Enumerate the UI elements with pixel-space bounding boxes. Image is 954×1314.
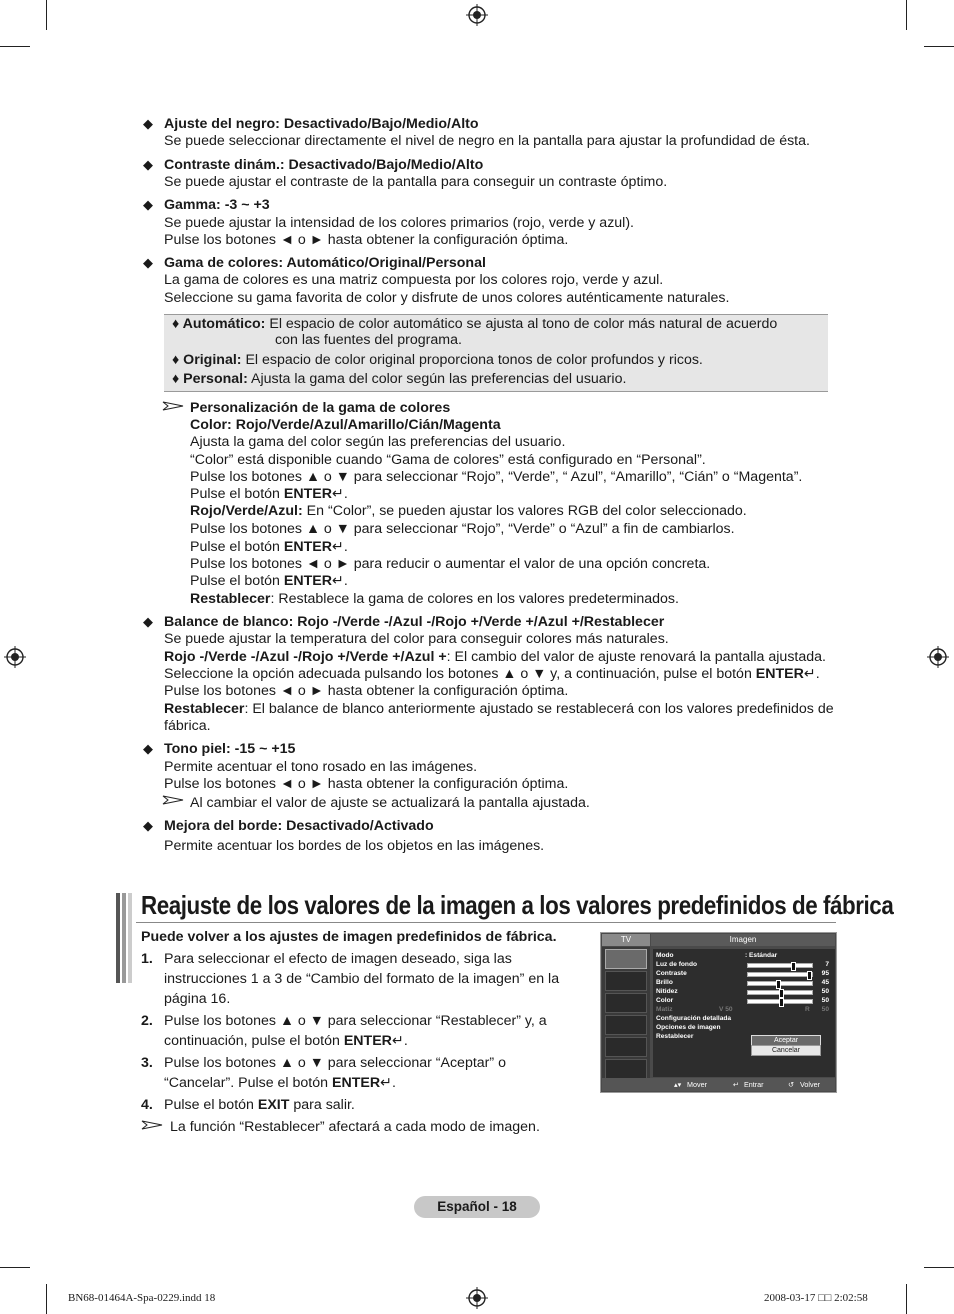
gamut-label: ♦ Automático: — [172, 316, 266, 332]
section-text: La gama de colores es una matriz compuesta por los colores rojo, verde y azul. — [164, 272, 664, 288]
text: : El balance de blanco anteriormente ajustado se restablecerá con los valores predefinidos de — [244, 701, 834, 717]
application-icon — [605, 1059, 647, 1079]
gamut-text: El espacio de color automático se ajusta al tono de color más natural de acuerdo — [265, 316, 778, 332]
footer-file: BN68-01464A-Spa-0229.indd 18 — [68, 1292, 216, 1304]
section-text: Se puede ajustar la temperatura del color para conseguir colores más naturales. — [164, 631, 669, 647]
section-heading: Balance de blanco: Rojo -/Verde -/Azul -/Rojo +/Verde +/Azul +/Restablecer — [164, 614, 665, 630]
enter-icon: ↵ — [331, 539, 344, 555]
diamond-bullet-icon: ◆ — [143, 157, 153, 172]
osd-slider-knob — [791, 962, 796, 971]
note-arrow-icon — [162, 401, 184, 411]
crop-mark — [906, 0, 907, 30]
enter-key: ENTER — [283, 539, 332, 555]
enter-icon: ↵ — [803, 666, 816, 682]
text: continuación, pulse el botón — [164, 1033, 344, 1049]
crop-mark — [46, 1284, 47, 1314]
text: . — [391, 1075, 396, 1091]
text: Restablecer — [164, 701, 245, 717]
registration-mark-icon — [4, 646, 26, 668]
section-heading: Gamma: -3 ~ +3 — [164, 197, 270, 213]
diamond-bullet-icon: ◆ — [143, 614, 153, 629]
footer-date: 2008-03-17 □□ 2:02:58 — [764, 1292, 868, 1304]
osd-sidebar — [602, 947, 650, 1085]
section-text: Permite acentuar los bordes de los objetos en las imágenes. — [164, 838, 545, 854]
osd-help-bar — [602, 1078, 835, 1091]
gamut-text: Ajusta la gama del color según las preferencias del usuario. — [247, 371, 627, 387]
registration-mark-icon — [466, 1287, 488, 1309]
gamut-label: ♦ Personal: — [172, 371, 248, 387]
diamond-bullet-icon: ◆ — [143, 116, 153, 131]
osd-row-value: 50 — [821, 988, 829, 995]
crop-mark — [0, 46, 30, 47]
section-text: Pulse los botones ◄ o ► hasta obtener la configuración óptima. — [164, 683, 569, 699]
text: Pulse el botón — [190, 486, 284, 502]
osd-slider — [747, 999, 813, 1004]
text: para salir. — [289, 1097, 355, 1113]
text: Rojo/Verde/Azul: — [190, 503, 303, 519]
gamut-label: ♦ Original: — [172, 352, 242, 368]
text: En “Color”, se pueden ajustar los valores RGB del color seleccionado. — [302, 503, 747, 519]
section-heading: Contraste dinám.: Desactivado/Bajo/Medio/Alto — [164, 157, 484, 173]
osd-slider-knob — [776, 980, 781, 989]
osd-slider-knob — [807, 971, 812, 980]
note-heading: Color: Rojo/Verde/Azul/Amarillo/Cián/Magenta — [190, 417, 501, 433]
note-text — [190, 486, 348, 503]
note-text: La función “Restablecer” afectará a cada modo de imagen. — [170, 1119, 540, 1135]
text: Pulse el botón — [190, 573, 284, 589]
crop-mark — [46, 0, 47, 30]
osd-row-value: 50 — [821, 997, 829, 1004]
enter-key: ENTER — [283, 573, 332, 589]
diamond-bullet-icon: ◆ — [143, 197, 153, 212]
step-text — [164, 1073, 396, 1093]
osd-row-label: Modo — [656, 952, 674, 959]
step-text — [164, 1031, 408, 1051]
crop-mark — [924, 46, 954, 47]
osd-help-back: Volver — [800, 1080, 820, 1089]
gamut-text: El espacio de color original proporciona tonos de color profundos y ricos. — [241, 352, 703, 368]
section-text: Pulse los botones ◄ o ► hasta obtener la configuración óptima. — [164, 776, 569, 792]
section-heading: Gama de colores: Automático/Original/Personal — [164, 255, 486, 271]
step-number: 2. — [141, 1013, 153, 1029]
osd-slider-knob — [779, 998, 784, 1007]
picture-icon — [605, 949, 647, 969]
channel-icon — [605, 993, 647, 1013]
section-text: Seleccione su gama favorita de color y disfrute de unos colores auténticamente naturales. — [164, 290, 730, 306]
osd-row-label: Opciones de imagen — [656, 1024, 721, 1031]
note-arrow-icon — [141, 1120, 163, 1130]
enter-key: ENTER — [755, 666, 804, 682]
page-number-badge: Español - 18 — [414, 1196, 540, 1218]
diamond-bullet-icon: ◆ — [143, 255, 153, 270]
text: . — [403, 1033, 408, 1049]
text: Rojo -/Verde -/Azul -/Rojo +/Verde +/Azul + — [164, 649, 447, 665]
move-icon: ▴▾ — [674, 1080, 682, 1089]
step-number: 1. — [141, 951, 153, 967]
diamond-bullet-icon: ◆ — [143, 818, 153, 833]
text: “Cancelar”. Pulse el botón — [164, 1075, 332, 1091]
note-heading: Personalización de la gama de colores — [190, 400, 451, 416]
gamut-text-cont: con las fuentes del programa. — [275, 332, 462, 348]
registration-mark-icon — [466, 4, 488, 26]
gamut-personal — [172, 371, 626, 388]
osd-row-label: Restablecer — [656, 1033, 694, 1040]
note-text: Pulse los botones ▲ o ▼ para seleccionar “Rojo”, “Verde”, “ Azul”, “Amarillo”, “Cián” o “Magenta”. — [190, 469, 803, 485]
osd-slider — [747, 972, 813, 977]
note-text — [190, 573, 348, 590]
enter-icon: ↵ — [391, 1033, 404, 1049]
osd-row-value: 45 — [821, 979, 829, 986]
osd-header: Imagen — [651, 934, 835, 946]
osd-help-move: Mover — [687, 1080, 707, 1089]
text: . — [815, 666, 820, 682]
section-text — [164, 701, 834, 718]
osd-row-label: Luz de fondo — [656, 961, 698, 968]
section-heading: Ajuste del negro: Desactivado/Bajo/Medio/Alto — [164, 116, 479, 132]
osd-accept-button[interactable]: Aceptar — [751, 1035, 821, 1046]
osd-slider-knob — [779, 989, 784, 998]
osd-cancel-button[interactable]: Cancelar — [751, 1045, 821, 1056]
text: Seleccione la opción adecuada pulsando los botones ▲ o ▼ y, a continuación, pulse el botón — [164, 666, 756, 682]
title-rule — [136, 922, 836, 923]
enter-key: ENTER — [331, 1075, 381, 1091]
osd-row-label: Contraste — [656, 970, 687, 977]
crop-mark — [0, 1267, 30, 1268]
osd-tv-tab: TV — [602, 934, 650, 946]
osd-row-label: Configuración detallada — [656, 1015, 732, 1022]
note-text: Al cambiar el valor de ajuste se actualizará la pantalla ajustada. — [190, 795, 590, 811]
intro-text: Puede volver a los ajustes de imagen predefinidos de fábrica. — [141, 929, 557, 945]
text: Pulse el botón — [164, 1097, 258, 1113]
section-text: Pulse los botones ◄ o ► hasta obtener la configuración óptima. — [164, 232, 569, 248]
osd-row-value: V 50 — [719, 1006, 733, 1013]
section-text: fábrica. — [164, 718, 211, 734]
osd-help-enter: Entrar — [744, 1080, 764, 1089]
text: : Restablece la gama de colores en los valores predeterminados. — [270, 591, 679, 607]
osd-row-value: 7 — [825, 961, 829, 968]
input-icon — [605, 1037, 647, 1057]
enter-icon: ↵ — [331, 573, 344, 589]
enter-key: ENTER — [283, 486, 332, 502]
enter-icon: ↵ — [733, 1080, 740, 1089]
osd-row-label: Brillo — [656, 979, 673, 986]
note-text: Ajusta la gama del color según las preferencias del usuario. — [190, 434, 566, 450]
osd-row-value: 95 — [821, 970, 829, 977]
note-text — [190, 591, 679, 608]
text: . — [343, 573, 348, 589]
note-text — [190, 503, 747, 520]
return-icon: ↺ — [788, 1080, 795, 1089]
note-text: Pulse los botones ▲ o ▼ para seleccionar “Rojo”, “Verde” o “Azul” a fin de cambiarlos. — [190, 521, 735, 537]
section-heading: Mejora del borde: Desactivado/Activado — [164, 818, 434, 834]
note-text: “Color” está disponible cuando “Gama de colores” está configurado en “Personal”. — [190, 452, 706, 468]
sound-icon — [605, 971, 647, 991]
setup-icon — [605, 1015, 647, 1035]
title-accent-bar — [116, 893, 132, 983]
section-text: Permite acentuar el tono rosado en las imágenes. — [164, 759, 478, 775]
note-text — [190, 539, 348, 556]
osd-row-label: Color — [656, 997, 674, 1004]
note-arrow-icon — [162, 795, 184, 805]
section-text: Se puede ajustar el contraste de la pantalla para conseguir un contraste óptimo. — [164, 174, 668, 190]
step-number: 3. — [141, 1055, 153, 1071]
text: : El cambio del valor de ajuste renovará la pantalla ajustada. — [446, 649, 826, 665]
osd-slider — [747, 990, 813, 995]
enter-key: ENTER — [343, 1033, 392, 1049]
step-text: instrucciones 1 a 3 de “Cambio del formato de la imagen” en la — [164, 971, 560, 987]
section-text — [164, 649, 826, 666]
section-text: Se puede seleccionar directamente el nivel de negro en la pantalla para ajustar la profundidad de ésta. — [164, 133, 810, 149]
step-text: Para seleccionar el efecto de imagen deseado, siga las — [164, 951, 512, 967]
section-heading: Tono piel: -15 ~ +15 — [164, 741, 296, 757]
gamut-automatico — [172, 316, 777, 333]
note-text: Pulse los botones ◄ o ► para reducir o aumentar el valor de una opción concreta. — [190, 556, 711, 572]
tv-osd-menu — [600, 932, 837, 1093]
osd-row-label: Nitidez — [656, 988, 678, 995]
osd-row-value: : Estándar — [745, 952, 778, 959]
section-text: Se puede ajustar la intensidad de los colores primarios (rojo, verde y azul). — [164, 215, 635, 231]
text: . — [343, 539, 348, 555]
osd-panel — [653, 949, 835, 1077]
step-text: Pulse los botones ▲ o ▼ para seleccionar “Restablecer” y, a — [164, 1013, 547, 1029]
enter-icon: ↵ — [331, 486, 344, 502]
text: Pulse el botón — [190, 539, 284, 555]
text: Restablecer — [190, 591, 271, 607]
step-text — [164, 1095, 355, 1115]
step-text: Pulse los botones ▲ o ▼ para seleccionar “Aceptar” o — [164, 1055, 506, 1071]
step-number: 4. — [141, 1097, 153, 1113]
registration-mark-icon — [927, 646, 949, 668]
crop-mark — [924, 1267, 954, 1268]
crop-mark — [906, 1284, 907, 1314]
gamut-original — [172, 352, 703, 369]
section-text — [164, 666, 820, 683]
text: . — [343, 486, 348, 502]
osd-row-value: R — [805, 1006, 810, 1013]
diamond-bullet-icon: ◆ — [143, 741, 153, 756]
step-text: página 16. — [164, 991, 231, 1007]
enter-icon: ↵ — [380, 1075, 392, 1091]
page-title: Reajuste de los valores de la imagen a los valores predefinidos de fábrica — [141, 890, 894, 920]
osd-row-label: Matiz — [656, 1006, 673, 1013]
osd-row-value: 50 — [821, 1006, 829, 1013]
osd-slider — [747, 981, 813, 986]
exit-key: EXIT — [257, 1097, 290, 1113]
osd-slider — [747, 963, 813, 968]
